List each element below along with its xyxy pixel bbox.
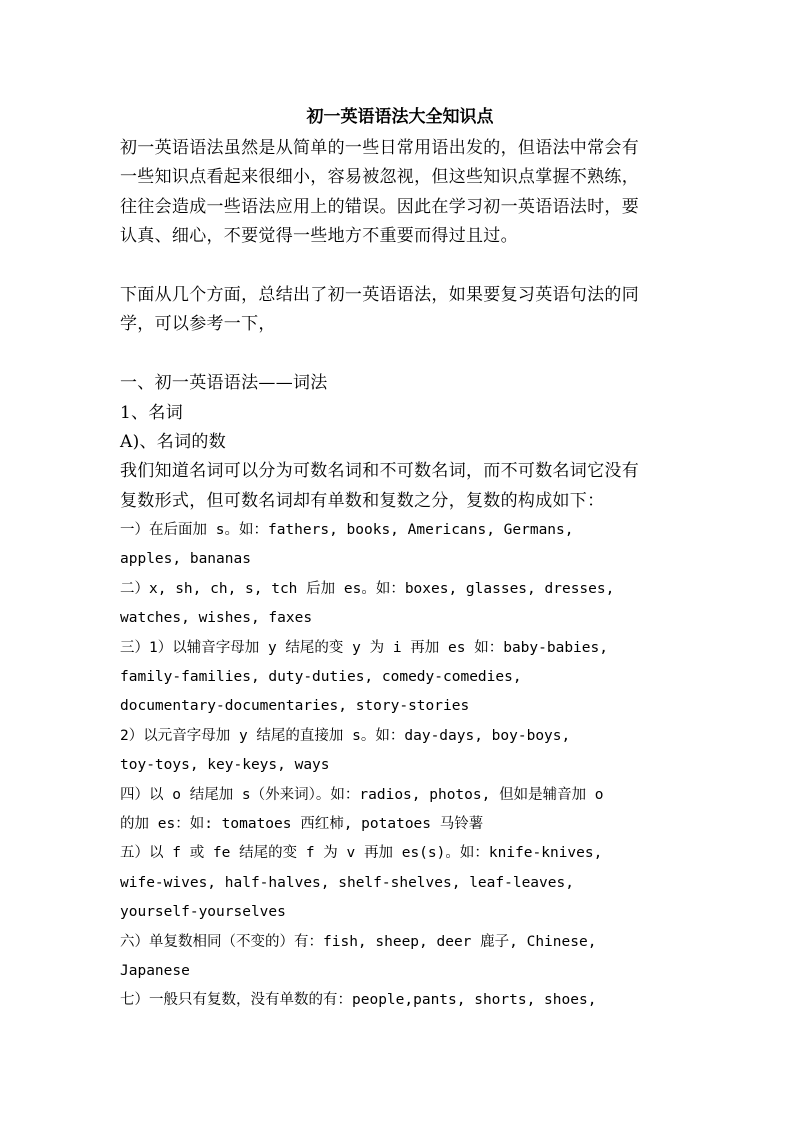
text-line: 学，可以参考一下，	[120, 314, 276, 335]
subsection-heading: A)、名词的数	[120, 431, 227, 452]
text-line: 一些知识点看起来很细小，容易被忽视，但这些知识点掌握不熟练，	[120, 167, 639, 188]
document-text	[120, 134, 680, 1016]
rule-line: 四）以 o 结尾加 s（外来词）。如：radios, photos, 但如是辅音加 o	[120, 786, 604, 803]
example-line: 的加 es：如: tomatoes 西红柿, potatoes 马铃薯	[120, 815, 484, 832]
subsection-heading: 1、名词	[120, 402, 184, 423]
rule-line: 五）以 f 或 fe 结尾的变 f 为 v 再加 es(s)。如：knife-knives,	[120, 845, 603, 862]
rule-line: 六）单复数相同（不变的）有：fish, sheep, deer 鹿子, Chinese,	[120, 933, 597, 950]
document-body	[120, 104, 680, 1016]
text-line: 复数形式，但可数名词却有单数和复数之分，复数的构成如下：	[120, 490, 605, 511]
example-line: watches, wishes, faxes	[120, 610, 313, 627]
text-line: 初一英语语法虽然是从简单的一些日常用语出发的，但语法中常会有	[120, 138, 639, 158]
blank-line	[120, 340, 680, 369]
rule-line: 一）在后面加 s。如：fathers, books, Americans, Germans,	[120, 522, 574, 539]
rule-line: 2）以元音字母加 y 结尾的直接加 s。如：day-days, boy-boys,	[120, 727, 571, 744]
text-line: 下面从几个方面，总结出了初一英语语法，如果要复习英语句法的同	[120, 284, 639, 305]
rule-line: 三）1）以辅音字母加 y 结尾的变 y 为 i 再加 es 如：baby-babies,	[120, 639, 608, 656]
example-line: documentary-documentaries, story-stories	[120, 698, 470, 715]
example-line: toy-toys, key-keys, ways	[120, 757, 330, 774]
example-line: apples, bananas	[120, 551, 251, 568]
blank-line	[120, 252, 680, 281]
rule-line: 二）x, sh, ch, s, tch 后加 es。如：boxes, glasses, dresses,	[120, 580, 615, 597]
text-line: 往往会造成一些语法应用上的错误。因此在学习初一英语语法时，要	[120, 196, 639, 217]
section-heading: 一、初一英语语法——词法	[120, 373, 328, 394]
example-line: family-families, duty-duties, comedy-comedies,	[120, 669, 522, 686]
example-line: wife-wives, half-halves, shelf-shelves, leaf-leaves,	[120, 874, 574, 891]
text-line: 认真、细心，不要觉得一些地方不重要而得过且过。	[120, 226, 518, 247]
rule-line: 七）一般只有复数，没有单数的有：people,pants, shorts, shoes,	[120, 992, 597, 1009]
example-line: yourself-yourselves	[120, 904, 286, 921]
text-line: 我们知道名词可以分为可数名词和不可数名词，而不可数名词它没有	[120, 461, 639, 482]
example-line: Japanese	[120, 962, 190, 979]
document-title: 初一英语语法大全知识点	[306, 107, 494, 127]
